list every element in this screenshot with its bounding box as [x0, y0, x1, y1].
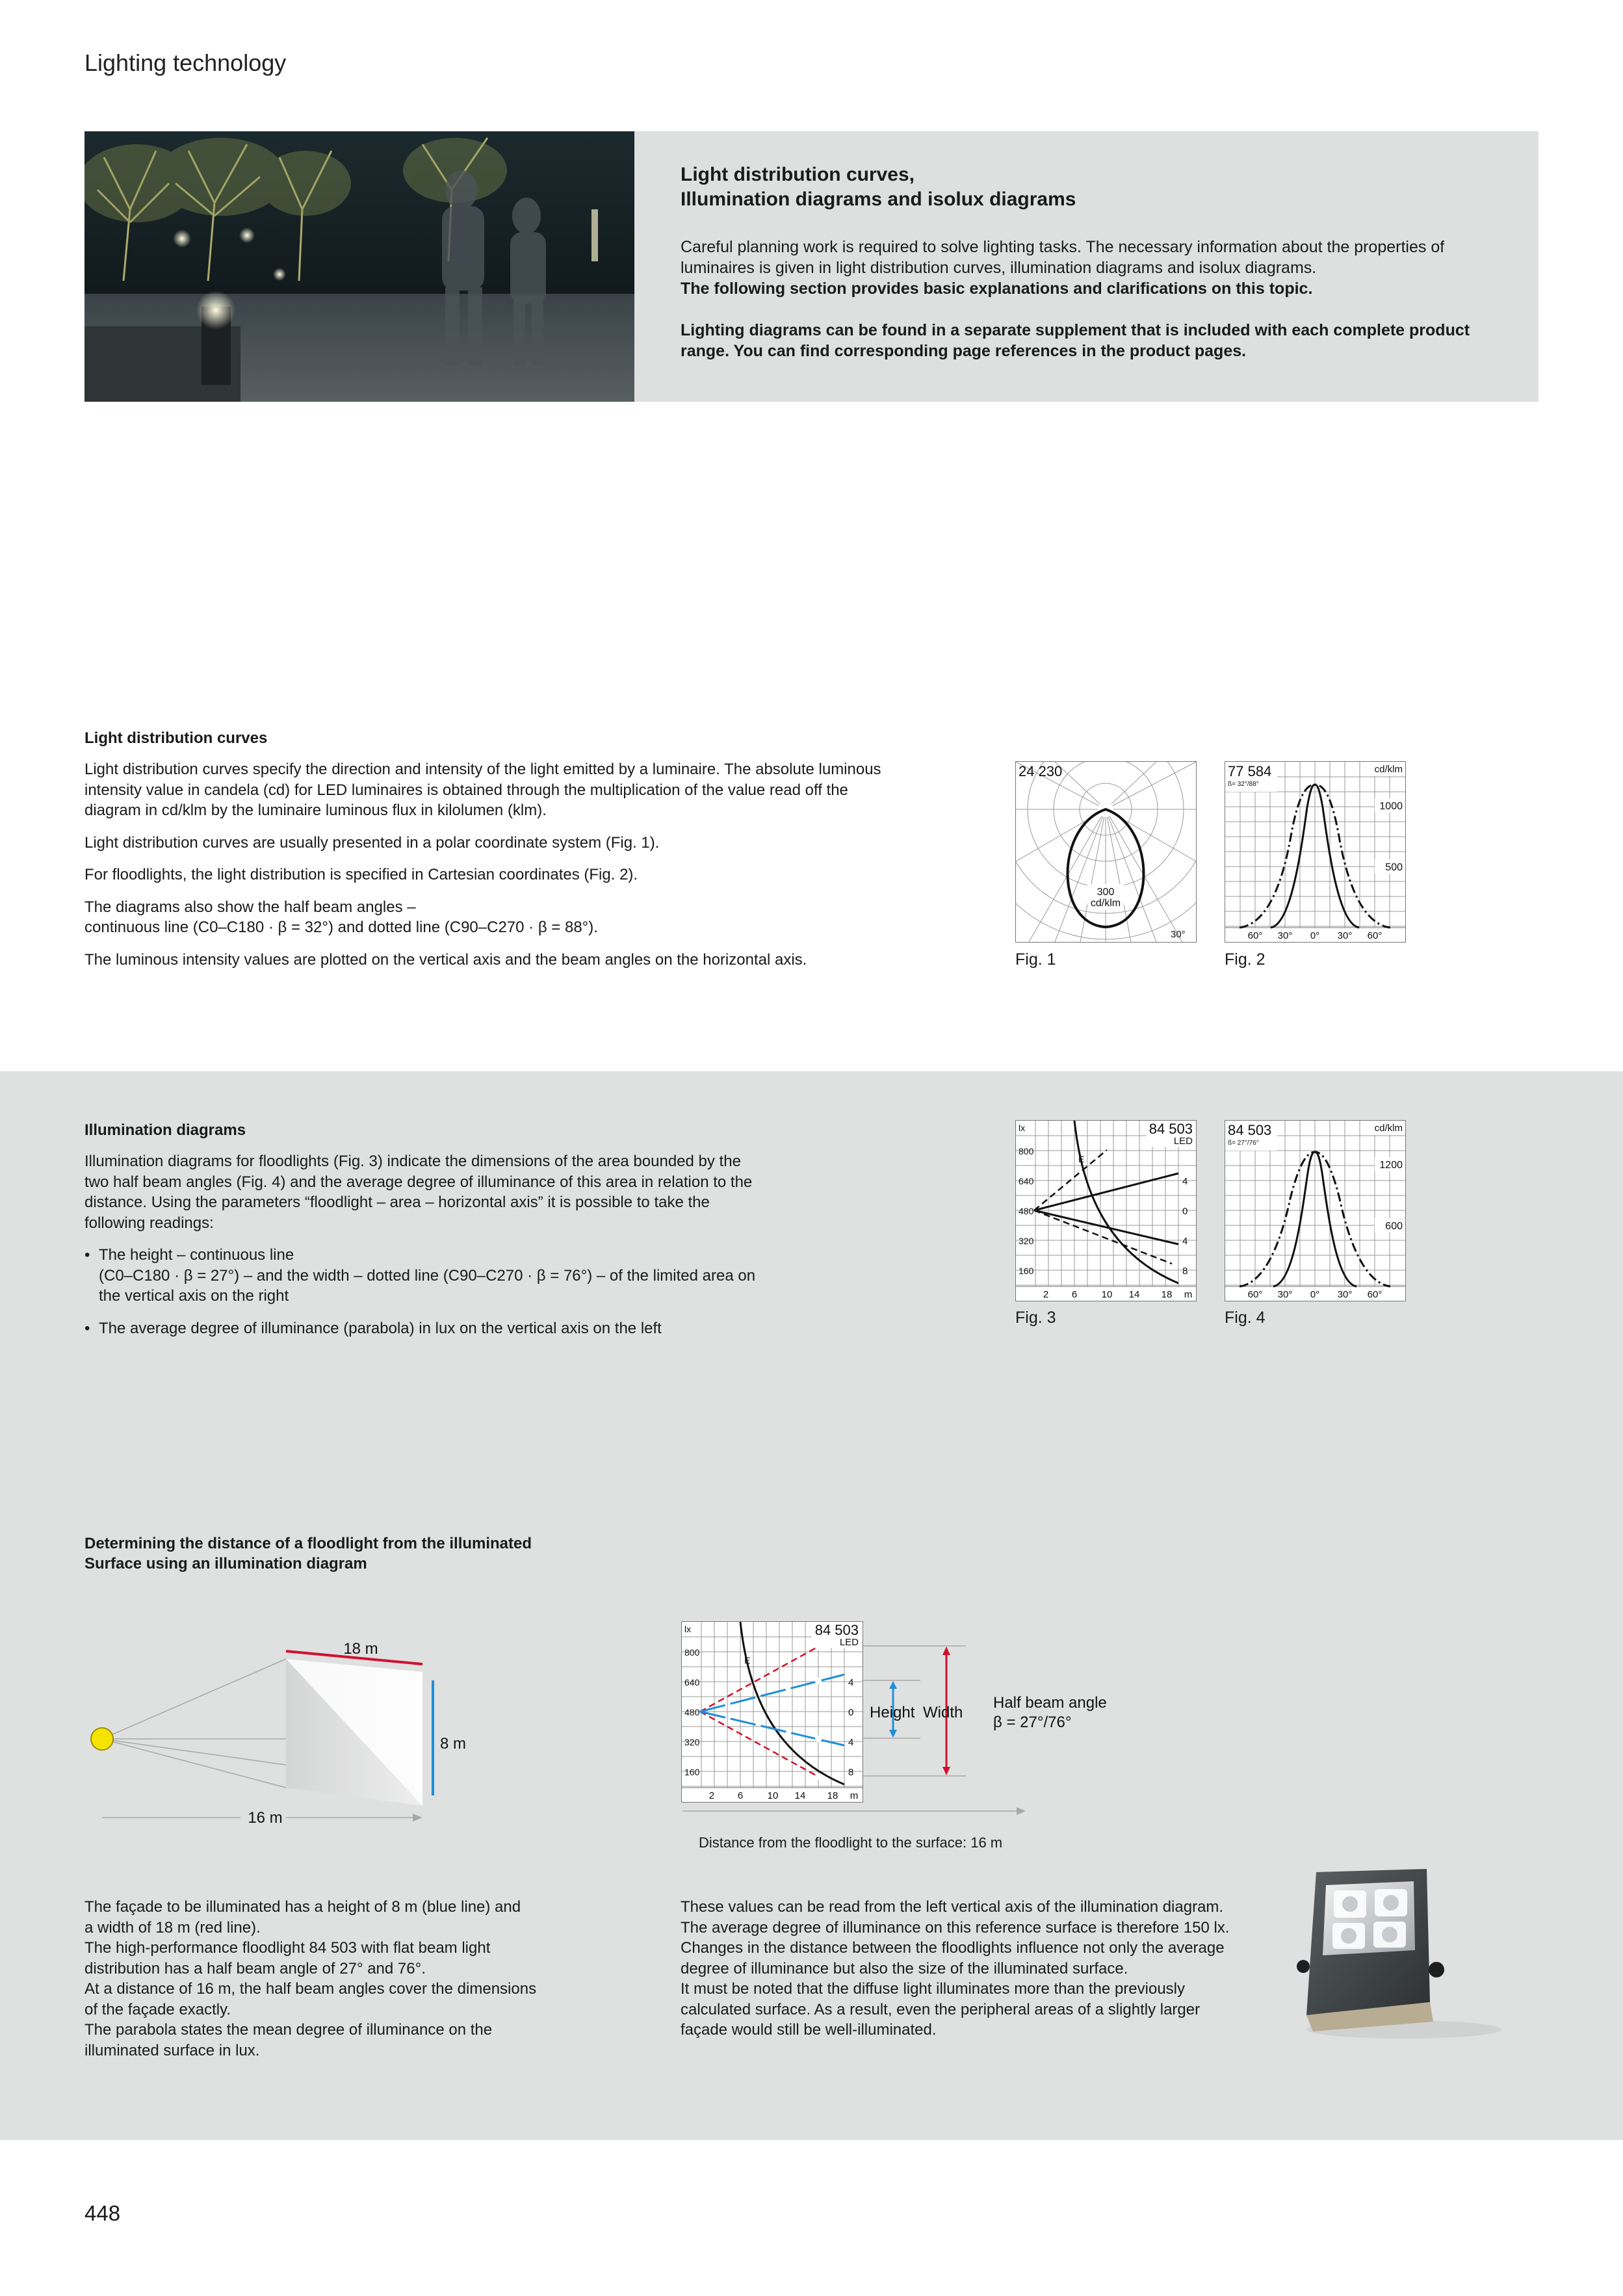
fig4-xtick: 30° — [1337, 1289, 1353, 1300]
fig2-unit: cd/klm — [1374, 764, 1403, 775]
fig3-rtick: 8 — [1182, 1266, 1188, 1277]
fig3-xtick: 10 — [1101, 1289, 1113, 1300]
width-label: 18 m — [343, 1640, 378, 1658]
fig3-xtick: 6 — [1071, 1289, 1078, 1300]
intro-text — [681, 163, 1487, 382]
fig2-number: 77 584 — [1228, 763, 1272, 779]
fig2-ytick: 1000 — [1379, 801, 1403, 812]
fig3-e-label: E — [1078, 1154, 1085, 1164]
list-item: • The average degree of illuminance (parabola) in lux on the vertical axis on the left — [84, 1318, 760, 1339]
fig1-number: 24 230 — [1019, 763, 1063, 779]
fig1-caption: Fig. 1 — [1015, 950, 1056, 969]
fig3-illumination-diagram — [1015, 1120, 1197, 1301]
floodlight-product-image — [1287, 1859, 1508, 2048]
illum-text: Illumination diagrams for floodlights (Fig. 3) indicate the dimensions of the area bounded by the two half beam angles (Fig. 4) and the average degree of illuminance of this area in relation to the distance. Using the parameters “floodlight – area – horizontal axis” it is possible to take the following readings: • The height – continuous line (C0–C180 · β = 27°) – and the width – dotted line (C90–C270 · β = 76°) – of the limited area on the vertical axis on the right • The average degree of illuminance (parabola) in lux on the vertical axis on the left — [84, 1151, 760, 1350]
page-header-title: Lighting technology — [84, 49, 287, 76]
annotated-illumination-diagram — [681, 1621, 863, 1803]
diag-rtick: 0 — [848, 1707, 854, 1718]
fig2-xtick: 60° — [1367, 930, 1383, 941]
fig3-ytick: 160 — [1019, 1266, 1034, 1276]
fig3-lx: lx — [1019, 1123, 1026, 1133]
fig1-polar-diagram — [1015, 761, 1197, 943]
height-label: 8 m — [440, 1735, 467, 1753]
half-beam-label: Half beam angle — [993, 1694, 1107, 1712]
diag-ytick: 800 — [684, 1647, 700, 1658]
fig2-cartesian-diagram — [1225, 761, 1406, 943]
fig4-cartesian-diagram — [1225, 1120, 1406, 1301]
fig4-beta: ß= 27°/76° — [1228, 1140, 1259, 1147]
fig3-xtick: 2 — [1043, 1289, 1049, 1300]
fig4-number: 84 503 — [1228, 1122, 1272, 1138]
page-number: 448 — [84, 2201, 121, 2225]
diag-xtick: 10 — [767, 1790, 779, 1801]
diag-led: LED — [839, 1637, 859, 1648]
diag-ytick: 640 — [684, 1677, 700, 1688]
diag-rtick: 4 — [848, 1677, 854, 1688]
fig3-led: LED — [1173, 1136, 1193, 1147]
facade-sketch — [84, 1625, 500, 1833]
intro-photo — [84, 131, 634, 402]
fig3-rtick: 0 — [1182, 1206, 1188, 1217]
diag-ytick: 320 — [684, 1737, 700, 1747]
fig2-xtick: 30° — [1337, 930, 1353, 941]
diag-e-label: E — [744, 1655, 751, 1665]
fig1-angle-label: 30° — [1171, 929, 1186, 940]
intro-heading: Light distribution curves, Illumination diagrams and isolux diagrams — [681, 164, 1076, 210]
diag-xunit: m — [850, 1790, 859, 1801]
fig3-xtick: 18 — [1161, 1289, 1173, 1300]
diag-xtick: 2 — [708, 1790, 715, 1801]
diag-ytick: 160 — [684, 1767, 700, 1777]
fig2-xtick: 30° — [1277, 930, 1293, 941]
fig3-xtick: 14 — [1128, 1289, 1140, 1300]
illum-title: Illumination diagrams — [84, 1121, 246, 1139]
fig4-ytick: 1200 — [1379, 1160, 1403, 1171]
diag-rtick: 8 — [848, 1767, 854, 1778]
fig4-unit: cd/klm — [1374, 1123, 1403, 1134]
dist-mid-text: These values can be read from the left vertical axis of the illumination diagram. The average degree of illuminance on this reference surface is therefore 150 lx. Changes in the distance between the floodlights influence not only the average degree of illuminance but also the size of the illuminated surface. It must be noted that the diffuse light illuminates more than the previously calculated surface. As a result, even the peripheral areas of a slightly larger façade would still be well-illuminated. — [681, 1898, 1230, 2039]
dim-height-label: Height — [870, 1704, 915, 1721]
fig2-xtick: 0° — [1310, 930, 1320, 941]
fig3-ytick: 320 — [1019, 1236, 1034, 1246]
distance-arrow — [681, 1806, 1032, 1825]
ldc-text: Light distribution curves specify the direction and intensity of the light emitted by a luminaire. The absolute luminous intensity value in candela (cd) for LED luminaires is obtained through the multiplication of the value read off the diagram in cd/klm by the luminaire luminous flux in kilolumen (klm). Light distribution curves are usually presented in a polar coordinate system (Fig. 1). For floodlights, the light distribution is specified in Cartesian coordinates (Fig. 2). The diagrams also show the half beam angles – continuous line (C0–C180 · β = 32°) and dotted line (C90–C270 · β = 88°). The luminous intensity values are plotted on the vertical axis and the beam angles on the horizontal axis. — [84, 761, 881, 969]
ldc-title: Light distribution curves — [84, 729, 268, 747]
fig3-rtick: 4 — [1182, 1236, 1188, 1247]
fig3-number: 84 503 — [1149, 1121, 1193, 1137]
diag-lx: lx — [684, 1624, 692, 1634]
fig2-xtick: 60° — [1247, 930, 1263, 941]
dist-title: Determining the distance of a floodlight from the illuminated Surface using an illumination diagram — [84, 1535, 532, 1572]
fig2-ytick: 500 — [1385, 862, 1403, 873]
fig3-ytick: 640 — [1019, 1176, 1034, 1186]
illum-bullets — [84, 1245, 760, 1338]
fig3-caption: Fig. 3 — [1015, 1309, 1056, 1327]
diag-number: 84 503 — [814, 1622, 859, 1638]
list-item: • The height – continuous line (C0–C180 · β = 27°) – and the width – dotted line (C90–C270 · β = 76°) – of the limited area on the vertical axis on the right — [84, 1245, 760, 1307]
dim-width-label: Width — [923, 1704, 963, 1721]
distance-label: 16 m — [248, 1809, 283, 1827]
fig3-ytick: 480 — [1019, 1206, 1034, 1216]
fig2-caption: Fig. 2 — [1225, 950, 1266, 969]
intro-paragraph-2: Lighting diagrams can be found in a separate supplement that is included with each complete product range. You can find corresponding page references in the product pages. — [681, 321, 1470, 360]
fig1-scale-value: 300 — [1097, 887, 1115, 898]
fig1-scale-unit: cd/klm — [1090, 898, 1121, 909]
intro-paragraph-1: Careful planning work is required to solve lighting tasks. The necessary information about the properties of luminaires is given in light distribution curves, illumination diagrams and isolux diagrams. The following section provides basic explanations and clarifications on this topic. — [681, 238, 1445, 298]
distance-caption: Distance from the floodlight to the surface: 16 m — [699, 1834, 1003, 1851]
dimension-annotations — [862, 1621, 1239, 1816]
diag-ytick: 480 — [684, 1707, 700, 1717]
fig4-xtick: 60° — [1247, 1289, 1263, 1300]
fig4-caption: Fig. 4 — [1225, 1309, 1266, 1327]
fig3-ytick: 800 — [1019, 1146, 1034, 1156]
fig3-rtick: 4 — [1182, 1176, 1188, 1187]
diag-xtick: 18 — [827, 1790, 838, 1801]
dist-left-text: The façade to be illuminated has a height of 8 m (blue line) and a width of 18 m (red line). The high-performance floodlight 84 503 with flat beam light distribution has a half beam angle of 27° and 76°. At a distance of 16 m, the half beam angles cover the dimensions of the façade exactly. The parabola states the mean degree of illuminance on the illuminated surface in lux. — [84, 1898, 537, 2059]
diag-xtick: 14 — [794, 1790, 806, 1801]
half-beam-value: β = 27°/76° — [993, 1714, 1072, 1731]
fig3-xunit: m — [1184, 1289, 1193, 1300]
diag-xtick: 6 — [737, 1790, 744, 1801]
diag-rtick: 4 — [848, 1737, 854, 1748]
fig2-beta: ß= 32°/88° — [1228, 781, 1259, 788]
fig4-xtick: 0° — [1310, 1289, 1320, 1300]
fig4-ytick: 600 — [1385, 1221, 1403, 1232]
fig4-xtick: 30° — [1277, 1289, 1293, 1300]
fig4-xtick: 60° — [1367, 1289, 1383, 1300]
